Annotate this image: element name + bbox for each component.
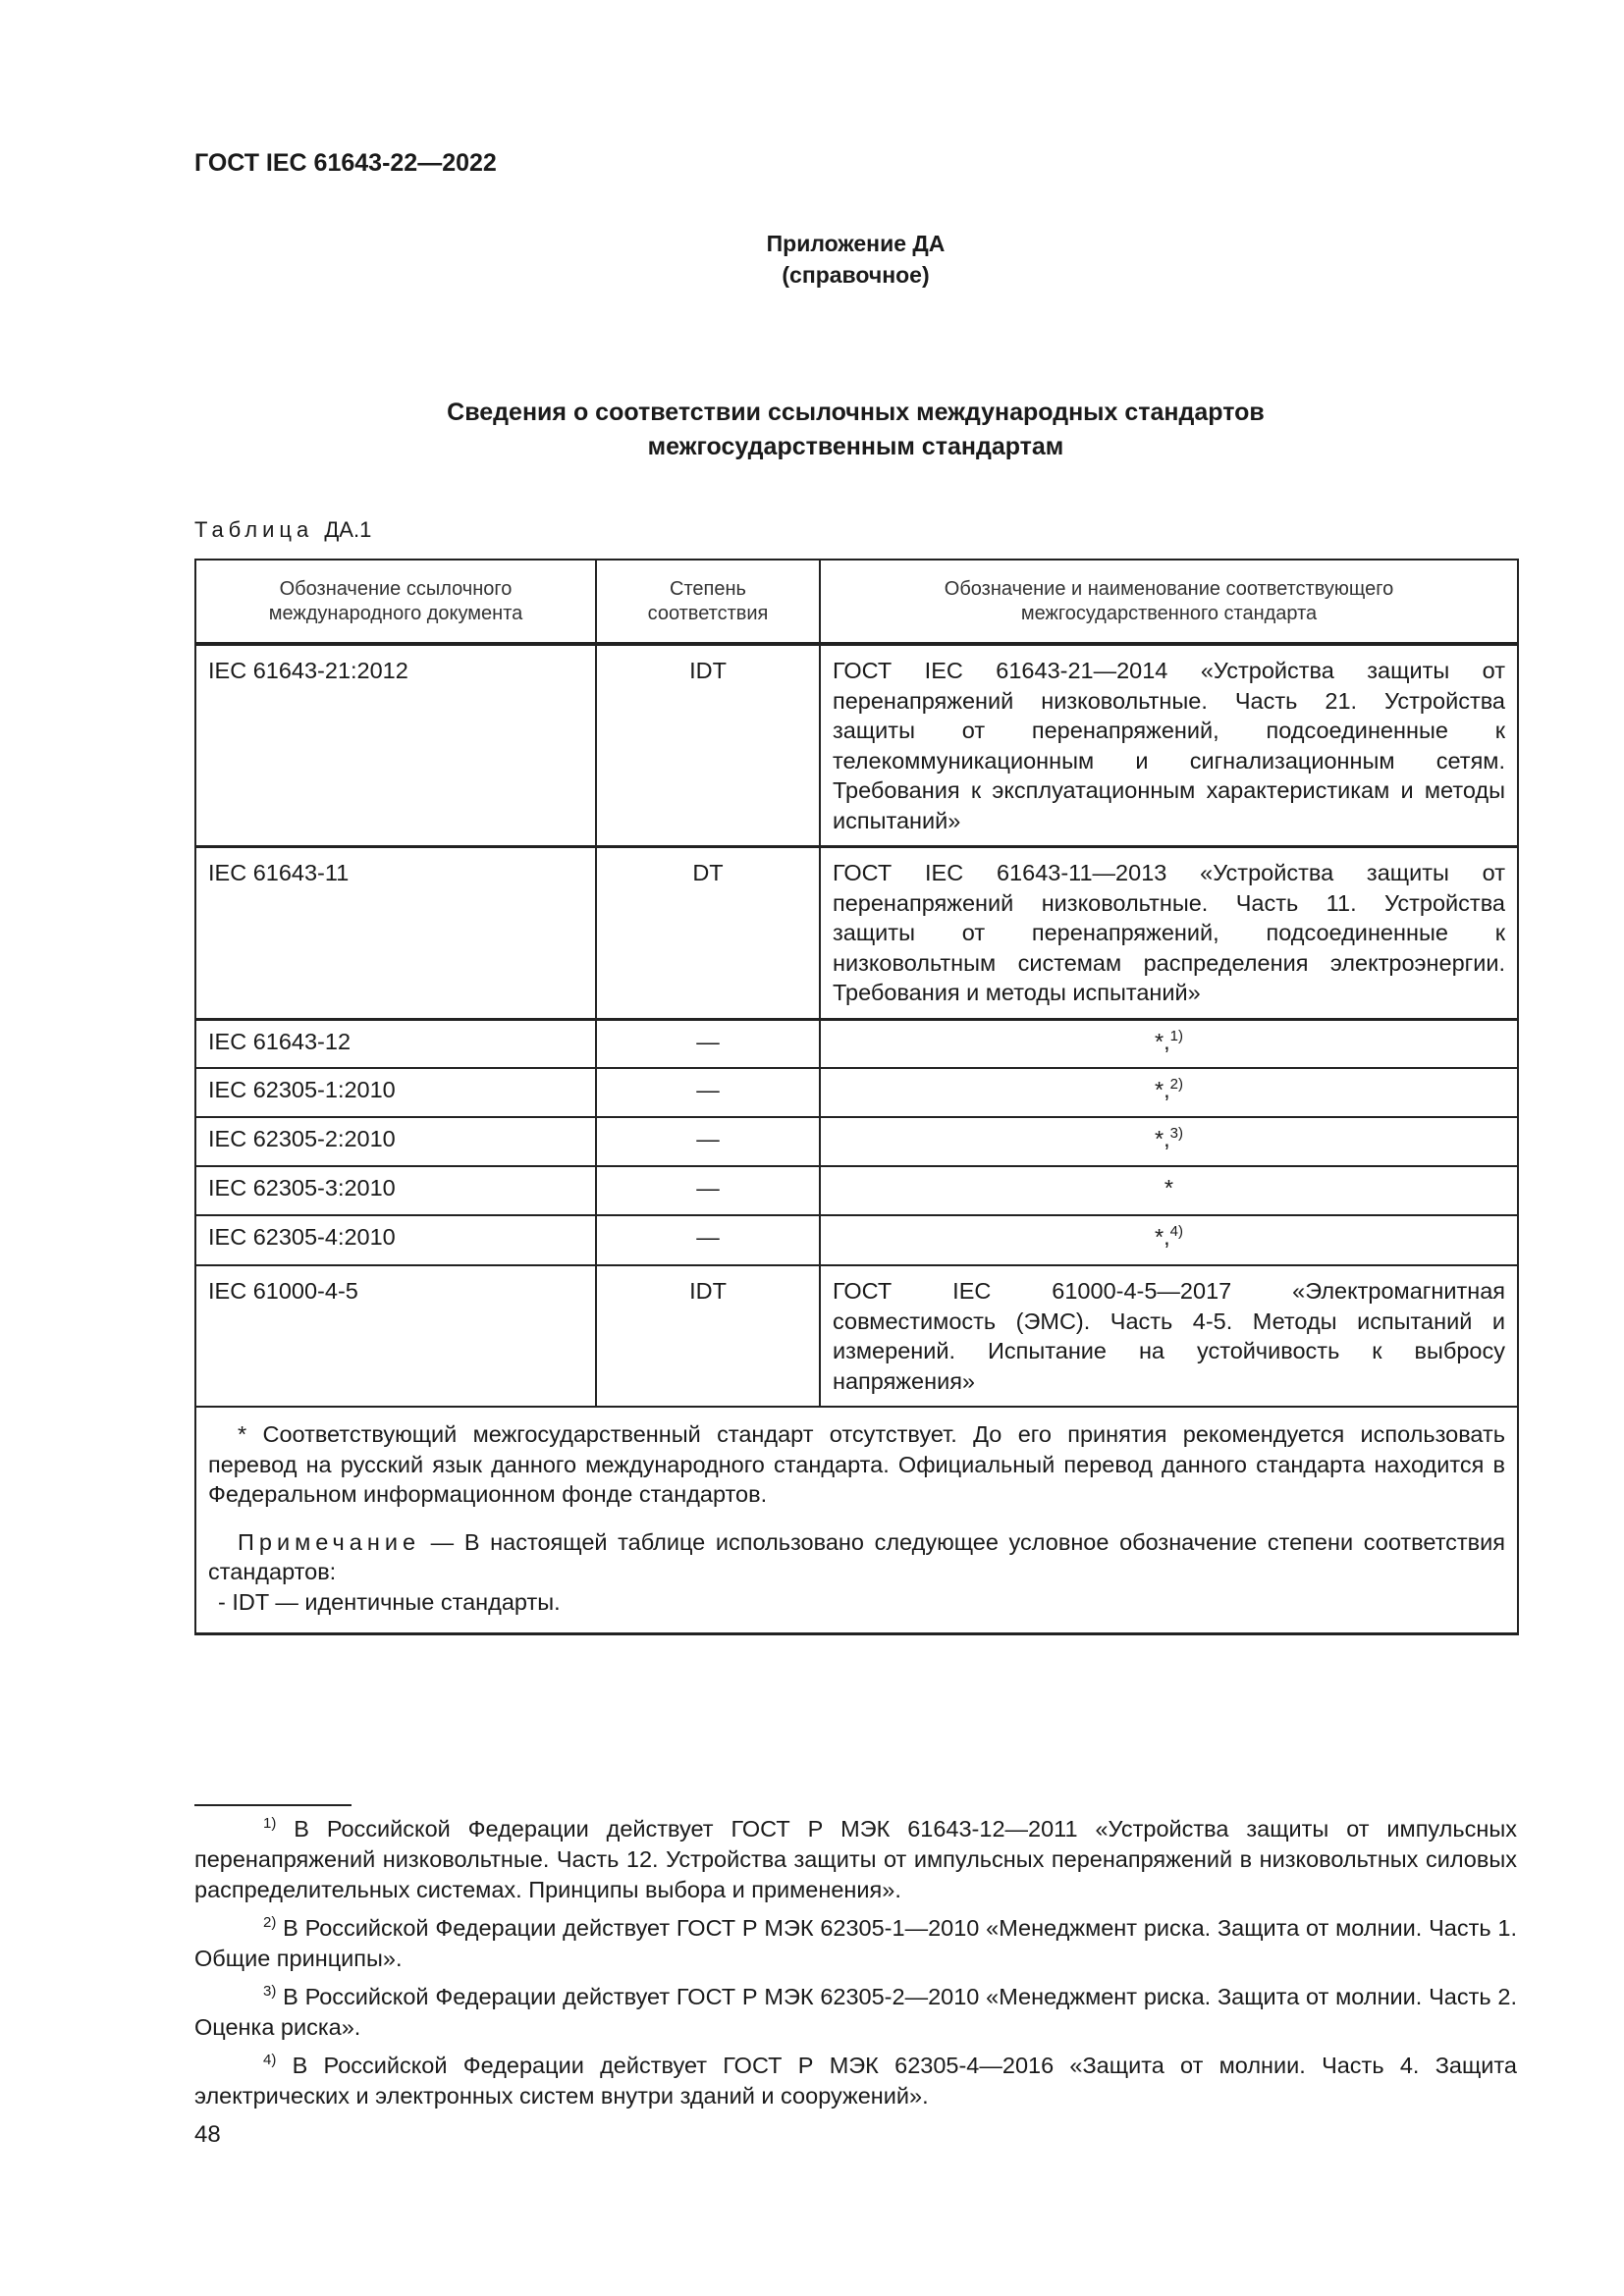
section-title-line2: межгосударственным стандартам [647, 433, 1064, 460]
footnote-mark: 4) [263, 2052, 277, 2069]
document-id-header: ГОСТ IEC 61643-22—2022 [194, 149, 497, 177]
standard-cell [820, 1215, 1518, 1265]
annex-title: Приложение ДА [766, 231, 946, 256]
footnote-divider [194, 1804, 352, 1806]
note-label: Примечание [238, 1528, 421, 1555]
column-header-degree: Степень соответствия [596, 560, 820, 644]
degree-cell: — [596, 1068, 820, 1117]
degree-cell: — [596, 1117, 820, 1166]
ref-cell: IEC 62305-1:2010 [195, 1068, 596, 1117]
absent-mark: * [1164, 1175, 1174, 1201]
standard-cell: ГОСТ IEC 61643-11—2013 «Устройства защиты от перенапряжений низковольтные. Часть 11. Устройства защиты от перенапряжений, подсоединенные к низковольтным системам распределения электроэнергии. Требования и методы испытаний» [820, 847, 1518, 1020]
annex-subtitle: (справочное) [782, 262, 930, 288]
footnote-mark: 1) [263, 1815, 277, 1833]
table-row [195, 1019, 1518, 1068]
table-header-row [195, 560, 1518, 644]
ref-cell: IEC 61000-4-5 [195, 1265, 596, 1407]
footnote [194, 1982, 1517, 2043]
footnote-ref: 2) [1169, 1076, 1184, 1094]
footnote-text: В Российской Федерации действует ГОСТ Р МЭК 62305-1—2010 «Менеджмент риска. Защита от молнии. Часть 1. Общие принципы». [194, 1915, 1517, 1971]
table-row [195, 847, 1518, 1020]
table-note [208, 1527, 1505, 1587]
table-footer [195, 1407, 1518, 1634]
page-number: 48 [194, 2121, 221, 2148]
absent-mark: *, [1154, 1126, 1170, 1151]
standard-cell [820, 1166, 1518, 1215]
standard-cell [820, 1068, 1518, 1117]
footnote [194, 1814, 1517, 1905]
standard-cell [820, 1019, 1518, 1068]
ref-cell: IEC 61643-21:2012 [195, 644, 596, 847]
column-header-standard: Обозначение и наименование соответствующего межгосударственного стандарта [820, 560, 1518, 644]
section-title [194, 396, 1517, 464]
standard-cell [820, 1117, 1518, 1166]
degree-cell: IDT [596, 1265, 820, 1407]
note-text: — В настоящей таблице использовано следующее условное обозначение степени соответствия стандартов: [208, 1528, 1505, 1584]
standard-cell: ГОСТ IEC 61643-21—2014 «Устройства защиты от перенапряжений низковольтные. Часть 21. Устройства защиты от перенапряжений, подсоединенные к телекоммуникационным и сигнализационным сетям. Требования к эксплуатационным характеристикам и методы испытаний» [820, 644, 1518, 847]
degree-cell: — [596, 1215, 820, 1265]
table-row [195, 1166, 1518, 1215]
table-label: Таблица [194, 517, 314, 542]
footnote-mark: 3) [263, 1983, 277, 2001]
table-row [195, 644, 1518, 847]
absent-mark: *, [1154, 1224, 1170, 1250]
ref-cell: IEC 62305-2:2010 [195, 1117, 596, 1166]
content-flow [194, 559, 1517, 2188]
ref-cell: IEC 61643-12 [195, 1019, 596, 1068]
annex-heading [194, 228, 1517, 291]
footnote-ref: 1) [1169, 1027, 1184, 1044]
ref-cell: IEC 61643-11 [195, 847, 596, 1020]
footnote-text: В Российской Федерации действует ГОСТ Р МЭК 62305-4—2016 «Защита от молнии. Часть 4. Защита электрических и электронных систем внутри зданий и сооружений». [194, 2053, 1517, 2109]
degree-cell: — [596, 1166, 820, 1215]
column-header-ref: Обозначение ссылочного международного документа [195, 560, 596, 644]
star-note: * Соответствующий межгосударственный стандарт отсутствует. До его принятия рекомендуется использовать перевод на русский язык данного международного стандарта. Официальный перевод данного стандарта находится в Федеральном информационном фонде стандартов. [208, 1421, 1505, 1507]
section-title-line1: Сведения о соответствии ссылочных международных стандартов [447, 399, 1265, 426]
footnote-mark: 2) [263, 1914, 277, 1932]
table-row [195, 1117, 1518, 1166]
footnote-ref: 3) [1169, 1125, 1184, 1143]
footnotes [194, 1814, 1517, 2111]
footnote-ref: 4) [1169, 1223, 1184, 1241]
table-row [195, 1068, 1518, 1117]
table-caption [194, 517, 371, 543]
absent-mark: *, [1154, 1077, 1170, 1102]
table-footer-row [195, 1407, 1518, 1634]
table-row [195, 1215, 1518, 1265]
note-item: - IDT — идентичные стандарты. [218, 1588, 561, 1615]
footnote [194, 1913, 1517, 1974]
ref-cell: IEC 62305-3:2010 [195, 1166, 596, 1215]
degree-cell: DT [596, 847, 820, 1020]
ref-cell: IEC 62305-4:2010 [195, 1215, 596, 1265]
footnote [194, 2051, 1517, 2111]
table-row [195, 1265, 1518, 1407]
degree-cell: — [596, 1019, 820, 1068]
footnote-text: В Российской Федерации действует ГОСТ Р МЭК 61643-12—2011 «Устройства защиты от импульсных перенапряжений низковольтные. Часть 12. Устройства защиты от импульсных перенапряжений в низковольтных силовых распределительных системах. Принципы выбора и применения». [194, 1816, 1517, 1902]
absent-mark: *, [1154, 1028, 1170, 1054]
table-number: ДА.1 [324, 517, 372, 542]
footnote-text: В Российской Федерации действует ГОСТ Р МЭК 62305-2—2010 «Менеджмент риска. Защита от молнии. Часть 2. Оценка риска». [194, 1984, 1517, 2040]
standard-cell: ГОСТ IEC 61000-4-5—2017 «Электромагнитная совместимость (ЭМС). Часть 4-5. Методы испытаний и измерений. Испытание на устойчивость к выбросу напряжения» [820, 1265, 1518, 1407]
degree-cell: IDT [596, 644, 820, 847]
correspondence-table [194, 559, 1519, 1635]
